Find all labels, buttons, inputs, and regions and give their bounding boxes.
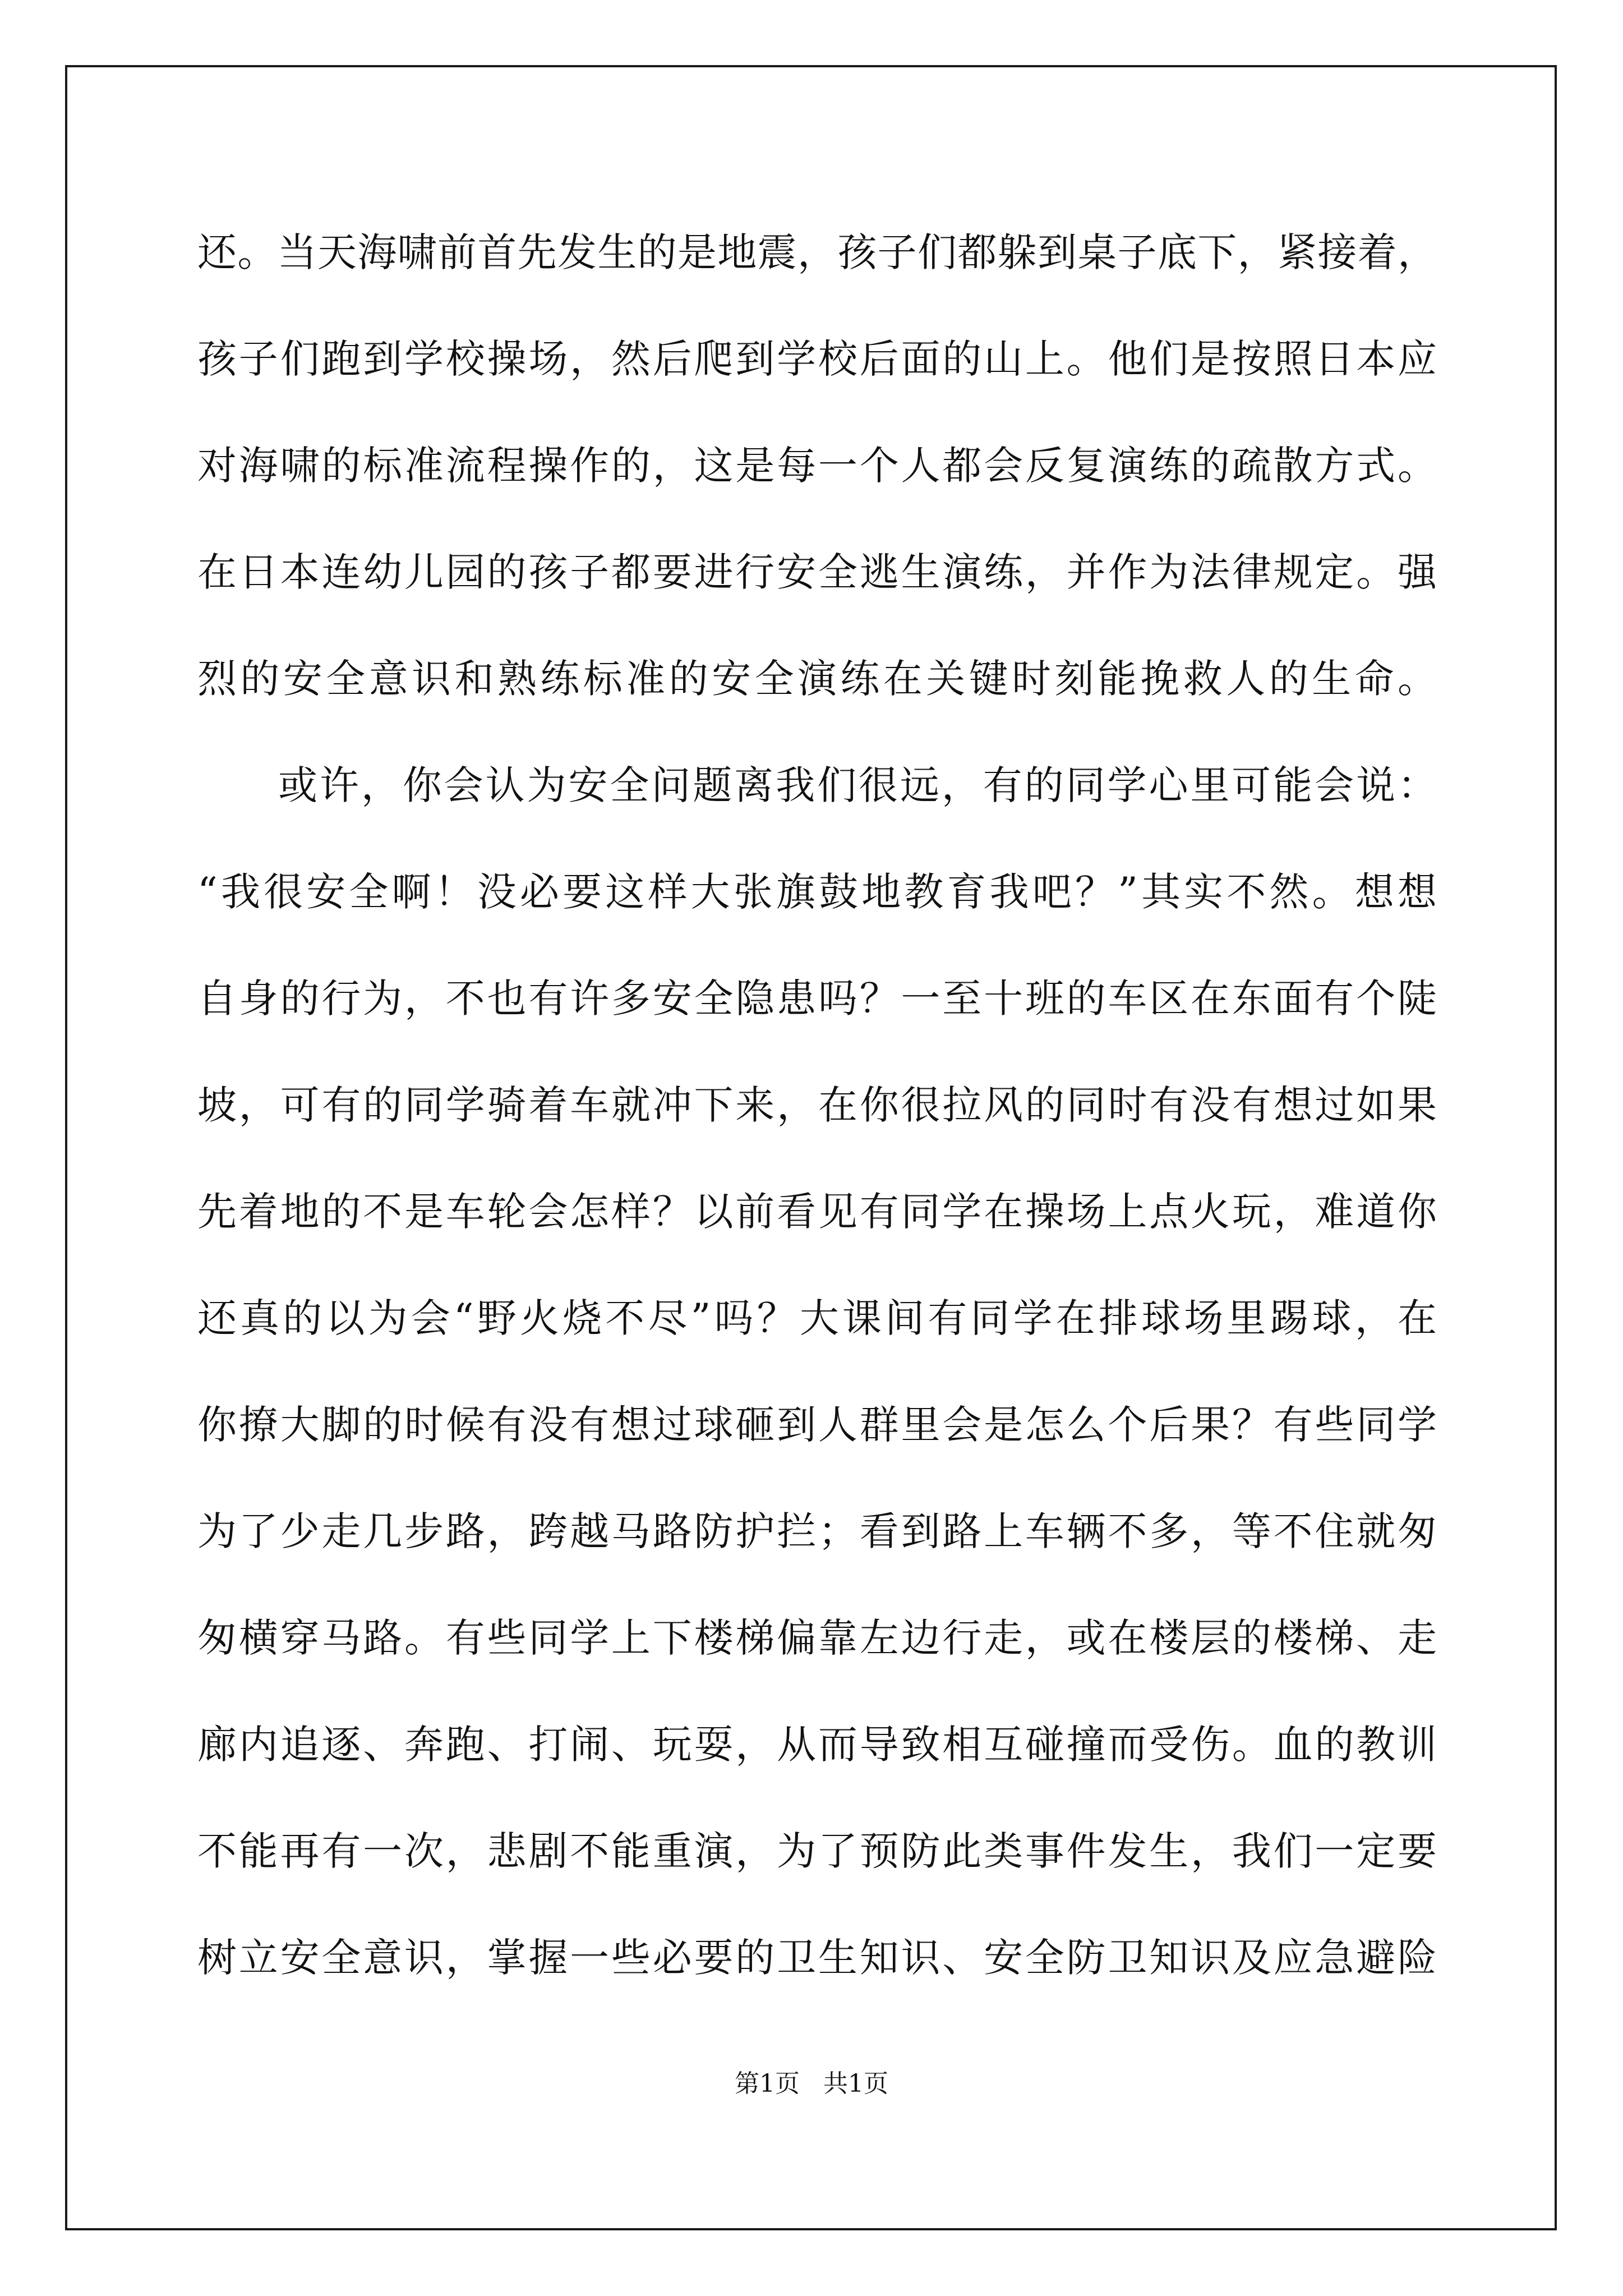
paragraph-2-line-7: 你撩大脚的时候有没有想过球砸到人群里会是怎么个后果？有些同学 [197, 1402, 1437, 1448]
paragraph-2-line-6: 还真的以为会“野火烧不尽”吗？大课间有同学在排球场里踢球，在 [197, 1295, 1437, 1341]
paragraph-2-line-4: 坡，可有的同学骑着车就冲下来，在你很拉风的同时有没有想过如果 [197, 1082, 1437, 1128]
paragraph-2-line-9: 匆横穿马路。有些同学上下楼梯偏靠左边行走，或在楼层的楼梯、走 [197, 1615, 1437, 1661]
paragraph-2-line-5: 先着地的不是车轮会怎样？以前看见有同学在操场上点火玩，难道你 [197, 1189, 1437, 1235]
paragraph-1-line-5: 烈的安全意识和熟练标准的安全演练在关键时刻能挽救人的生命。 [197, 656, 1437, 702]
paragraph-2-line-8: 为了少走几步路，跨越马路防护拦；看到路上车辆不多，等不住就匆 [197, 1508, 1437, 1554]
paragraph-1-line-3: 对海啸的标准流程操作的，这是每一个人都会反复演练的疏散方式。 [197, 443, 1437, 489]
paragraph-2-line-3: 自身的行为，不也有许多安全隐患吗？一至十班的车区在东面有个陡 [197, 976, 1437, 1022]
paragraph-1-line-2: 孩子们跑到学校操场，然后爬到学校后面的山上。他们是按照日本应 [197, 336, 1437, 382]
page-footer: 第1页 共1页 [735, 2069, 888, 2098]
paragraph-2-line-10: 廊内追逐、奔跑、打闹、玩耍，从而导致相互碰撞而受伤。血的教训 [197, 1722, 1437, 1768]
paragraph-2-line-11: 不能再有一次，悲剧不能重演，为了预防此类事件发生，我们一定要 [197, 1828, 1437, 1874]
paragraph-2-line-2: “我很安全啊！没必要这样大张旗鼓地教育我吧？”其实不然。想想 [197, 869, 1437, 915]
paragraph-2-line-12: 树立安全意识，掌握一些必要的卫生知识、安全防卫知识及应急避险 [197, 1935, 1437, 1981]
paragraph-2-line-1: 或许，你会认为安全问题离我们很远，有的同学心里可能会说： [278, 762, 1437, 808]
paragraph-1-line-1: 还。当天海啸前首先发生的是地震，孩子们都躲到桌子底下，紧接着， [197, 229, 1437, 275]
paragraph-1-line-4: 在日本连幼儿园的孩子都要进行安全逃生演练，并作为法律规定。强 [197, 549, 1437, 595]
